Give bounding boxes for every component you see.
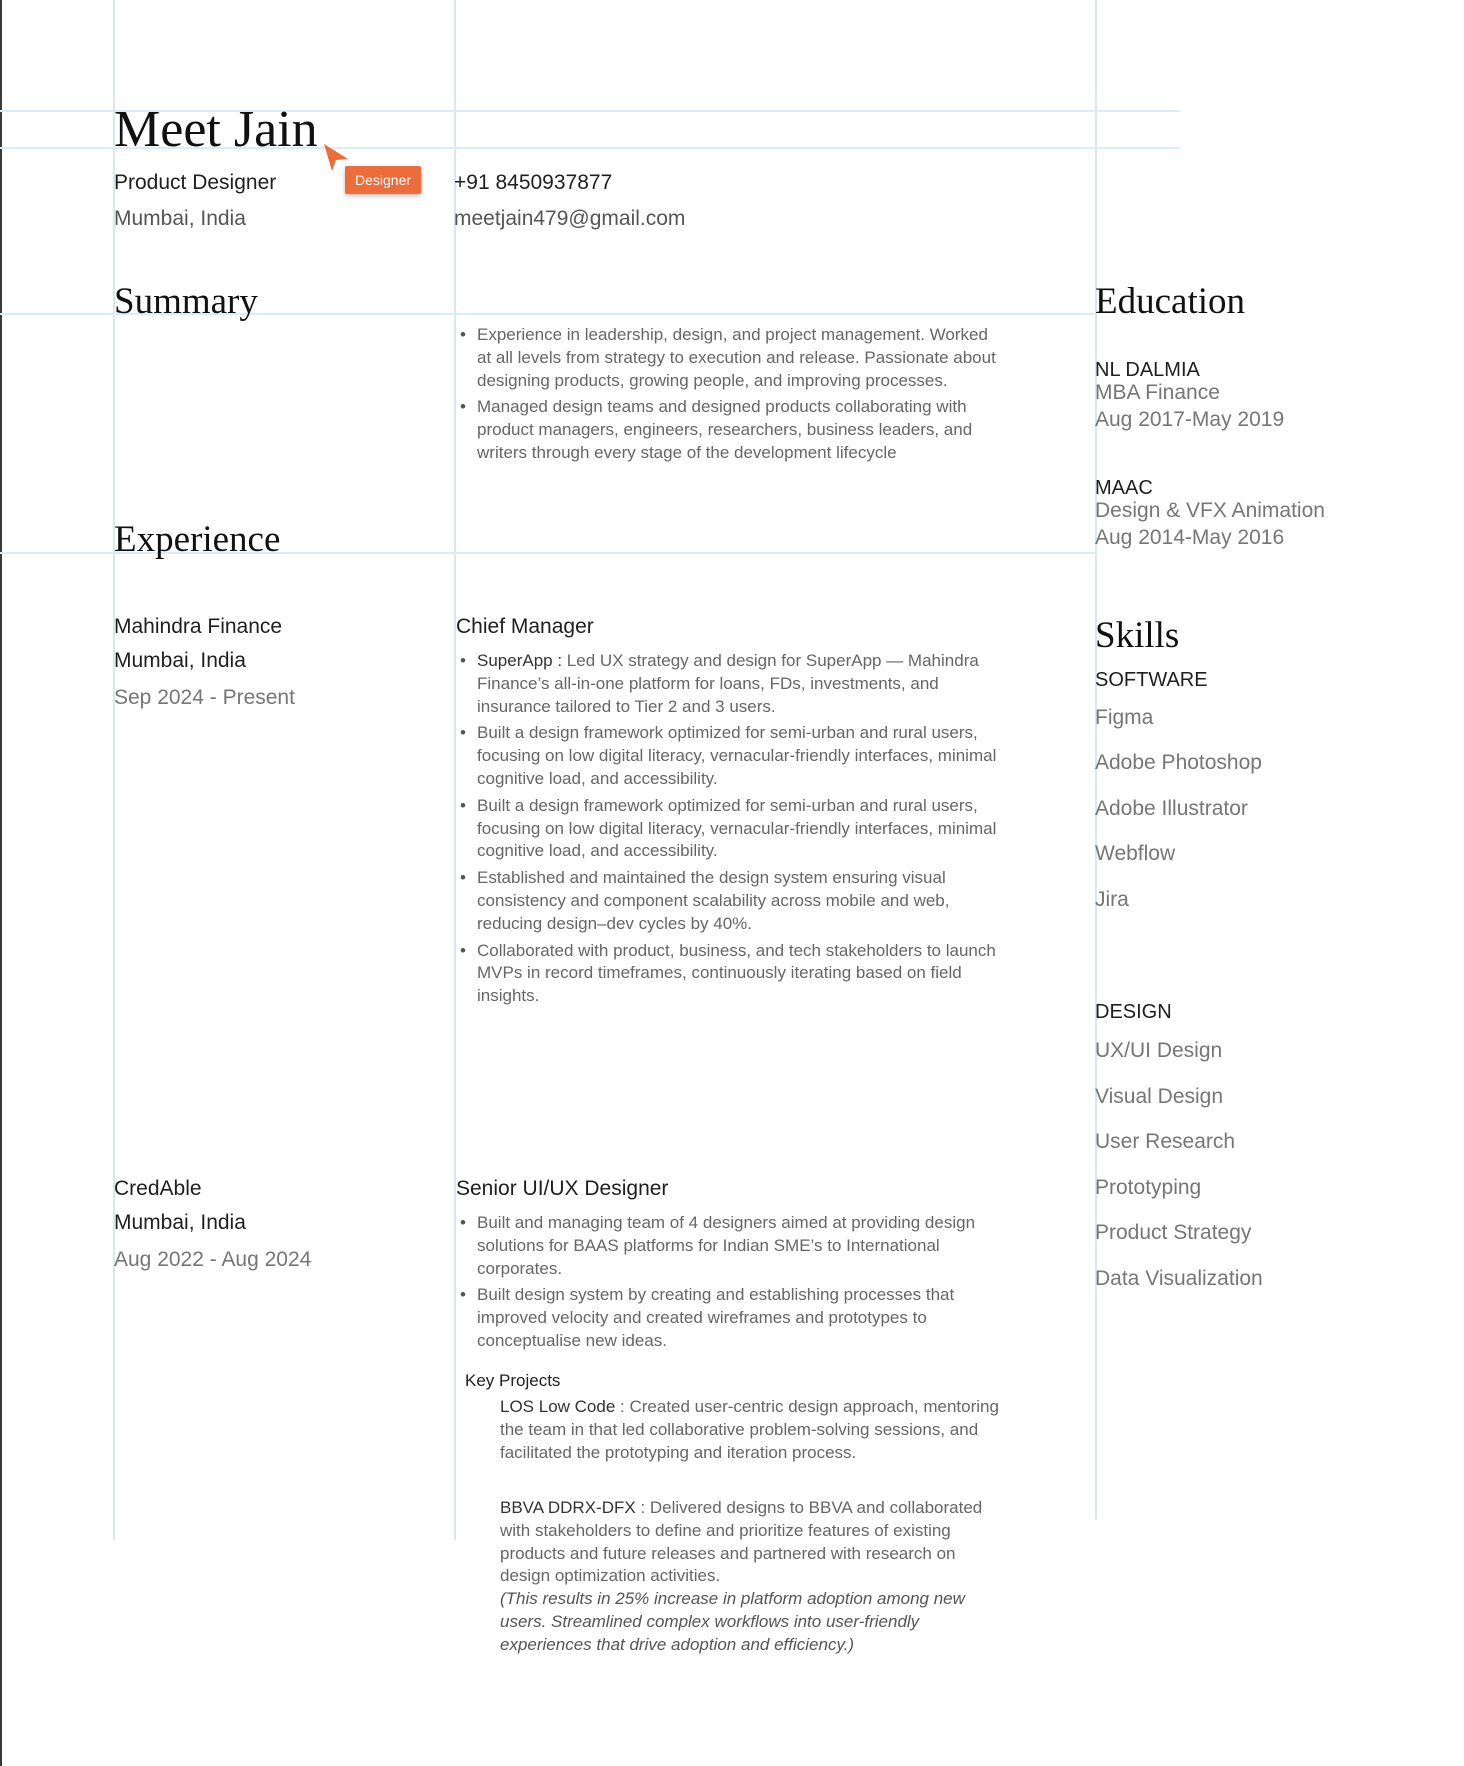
left-edge-line bbox=[0, 0, 2, 1766]
skill-item: Data Visualization bbox=[1095, 1267, 1263, 1290]
experience-heading: Experience bbox=[114, 519, 281, 560]
education-dates: Aug 2017-May 2019 bbox=[1095, 408, 1285, 431]
job-bullet: • Built a design framework optimized for semi-urban and rural users, focusing on low digital literacy, vernacular-friendly interfaces, minimal cognitive load, and accessibility. bbox=[457, 722, 1002, 790]
job-title: Chief Manager bbox=[456, 615, 594, 638]
skill-item: UX/UI Design bbox=[1095, 1039, 1223, 1062]
job-bullet: • Built a design framework optimized for semi-urban and rural users, focusing on low digital literacy, vernacular-friendly interfaces, minimal cognitive load, and accessibility. bbox=[457, 795, 1002, 863]
job-dates: Aug 2022 - Aug 2024 bbox=[114, 1248, 312, 1271]
job-dates: Sep 2024 - Present bbox=[114, 686, 295, 709]
phone-number: +91 8450937877 bbox=[454, 171, 613, 194]
summary-bullet: • Experience in leadership, design, and project management. Worked at all levels from strategy to execution and release. Passionate about designing products, growing people, and improving processes. bbox=[457, 324, 1002, 392]
home-location: Mumbai, India bbox=[114, 207, 246, 230]
project-item bbox=[500, 1497, 1000, 1657]
job-bullet-list bbox=[457, 650, 1002, 1012]
summary-bullet: • Managed design teams and designed products collaborating with product managers, engineers, researchers, business leaders, and writers through every stage of the development lifecycle bbox=[457, 396, 1002, 464]
skill-item: Visual Design bbox=[1095, 1085, 1224, 1108]
skill-item: Prototyping bbox=[1095, 1176, 1202, 1199]
candidate-name: Meet Jain bbox=[114, 101, 318, 158]
job-bullet: • Established and maintained the design system ensuring visual consistency and component scalability across mobile and web, reducing design–dev cycles by 40%. bbox=[457, 867, 1002, 935]
skills-category-software: SOFTWARE bbox=[1095, 669, 1208, 691]
education-heading: Education bbox=[1095, 281, 1246, 322]
skill-item: Product Strategy bbox=[1095, 1221, 1252, 1244]
job-title: Senior UI/UX Designer bbox=[456, 1177, 669, 1200]
education-degree: MBA Finance bbox=[1095, 381, 1220, 404]
job-bullet: • Built and managing team of 4 designers aimed at providing design solutions for BAAS platforms for Indian SME’s to International corporates. bbox=[457, 1212, 1002, 1280]
education-degree: Design & VFX Animation bbox=[1095, 499, 1325, 522]
education-school: NL DALMIA bbox=[1095, 359, 1200, 381]
project-name: BBVA DDRX-DFX bbox=[500, 1498, 636, 1517]
key-projects-label: Key Projects bbox=[465, 1371, 561, 1390]
job-bullet-list bbox=[457, 1212, 1002, 1357]
job-bullet-text: Led UX strategy and design for SuperApp — Mahindra Finance’s all-in-one platform for loans, FDs, investments, and insurance tailored to Tier 2 and 3 users. bbox=[477, 651, 979, 716]
job-company: CredAble bbox=[114, 1177, 202, 1200]
project-impact-note: (This results in 25% increase in platform adoption among new users. Streamlined complex workflows into user-friendly experiences that drive adoption and efficiency.) bbox=[500, 1589, 965, 1654]
project-name: LOS Low Code bbox=[500, 1397, 616, 1416]
email-link[interactable]: meetjain479@gmail.com bbox=[454, 207, 686, 230]
skill-item: Webflow bbox=[1095, 842, 1176, 865]
education-school: MAAC bbox=[1095, 477, 1153, 499]
job-role: Product Designer bbox=[114, 171, 277, 194]
summary-heading: Summary bbox=[114, 281, 258, 322]
job-location: Mumbai, India bbox=[114, 649, 246, 672]
project-description: : Created user-centric design approach, mentoring the team in that led collaborative problem-solving sessions, and facilitated the prototyping and iteration process. bbox=[500, 1397, 999, 1462]
skill-item: Jira bbox=[1095, 888, 1129, 911]
cursor-name-tag: Designer bbox=[345, 166, 421, 194]
skills-heading: Skills bbox=[1095, 615, 1180, 656]
project-item bbox=[500, 1396, 1000, 1464]
project-description: : Delivered designs to BBVA and collaborated with stakeholders to define and prioritize features of existing products and future releases and partnered with research on design optimization activities. bbox=[500, 1498, 983, 1586]
project-label: SuperApp : bbox=[477, 651, 563, 670]
job-bullet bbox=[457, 650, 1002, 718]
skill-item: Adobe Illustrator bbox=[1095, 797, 1248, 820]
skill-item: User Research bbox=[1095, 1130, 1236, 1153]
job-location: Mumbai, India bbox=[114, 1211, 246, 1234]
education-dates: Aug 2014-May 2016 bbox=[1095, 526, 1285, 549]
summary-list bbox=[457, 324, 1002, 469]
job-bullet: • Collaborated with product, business, and tech stakeholders to launch MVPs in record timeframes, continuously iterating based on field insights. bbox=[457, 940, 1002, 1008]
skills-category-design: DESIGN bbox=[1095, 1001, 1172, 1023]
skill-item: Figma bbox=[1095, 706, 1154, 729]
skill-item: Adobe Photoshop bbox=[1095, 751, 1262, 774]
job-company: Mahindra Finance bbox=[114, 615, 283, 638]
job-bullet: • Built design system by creating and establishing processes that improved velocity and created wireframes and prototypes to conceptualise new ideas. bbox=[457, 1284, 1002, 1352]
